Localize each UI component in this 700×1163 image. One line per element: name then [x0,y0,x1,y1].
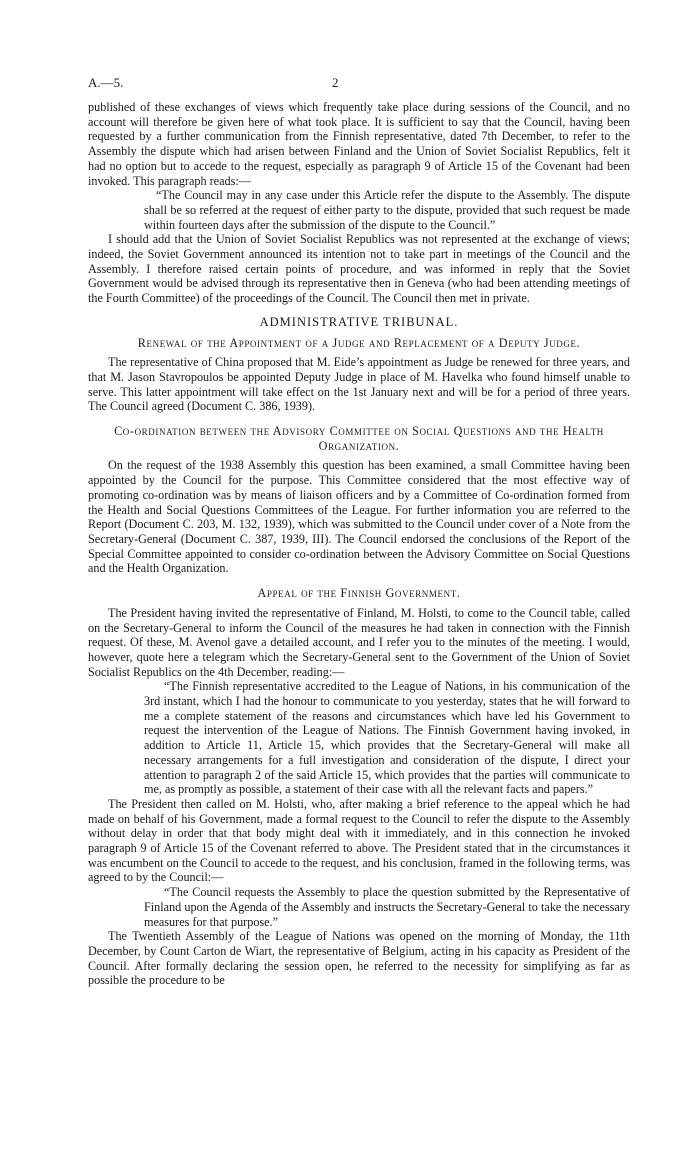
quote-article-15: “The Council may in any case under this Article refer the dispute to the Assembly. The dispute shall be so referred at the request of either party to the dispute, provided that such request be made within fourteen days after the submission of the dispute to the Council.” [144,188,630,232]
subhead-finnish-appeal: Appeal of the Finnish Government. [257,586,461,601]
paragraph-judge-renewal: The representative of China proposed that M. Eide’s appointment as Judge be renewed for three years, and that M. Jason Stavropoulos be appointed Deputy Judge in place of M. Havelka who found himself unable to serve. This latter appointment will take effect on the 1st January next and will be for a period of three years. The Council agreed (Document C. 386, 1939). [88,355,630,414]
paragraph-holsti-request: The President then called on M. Holsti, who, after making a brief reference to the appeal which he had made on behalf of his Government, made a formal request to the Council to refer the dispute to the Assembly without delay in order that that body might deal with it immediately, and in this connection he invoked paragraph 9 of Article 15 of the Covenant referred to above. The President stated that in the circumstances it was encumbent on the Council to accede to the request, and his conclusion, framed in the following terms, was agreed to by the Council:— [88,796,630,885]
quote-council-resolution: “The Council requests the Assembly to place the question submitted by the Representative of Finland upon the Agenda of the Assembly and instructs the Secretary-General to take the necessary measures for that purpose.” [144,885,630,929]
section-title-administrative-tribunal: ADMINISTRATIVE TRIBUNAL. [259,314,459,329]
subhead-judge-renewal: Renewal of the Appointment of a Judge and Replacement of a Deputy Judge. [137,335,581,350]
document-body [88,100,630,988]
page-number: 2 [332,75,339,90]
paragraph-soviet-absence: I should add that the Union of Soviet Socialist Republics was not represented at the exchange of views; indeed, the Soviet Government announced its intention not to take part in meetings of the Council and the Assembly. I therefore raised certain points of procedure, and was informed in reply that the Soviet Government would be advised through its representative then in Geneva (who had been attending meetings of the Fourth Committee) of the proceedings of the Council. The Council then met in private. [88,232,630,306]
document-reference: A.—5. [88,75,124,90]
paragraph-twentieth-assembly: The Twentieth Assembly of the League of Nations was opened on the morning of Monday, the 11th December, by Count Carton de Wiart, the representative of Belgium, acting in his capacity as President of the Council. After formally declaring the session open, he referred to the necessity for simplifying as far as possible the procedure to be [88,929,630,988]
page-header [88,76,628,94]
quote-secretary-general-telegram: “The Finnish representative accredited to the League of Nations, in his communication of the 3rd instant, which I had the honour to communicate to you yesterday, states that he will forward to me a complete statement of the reasons and circumstances which have led his Government to request the intervention of the League of Nations. The Finnish Government having invoked, in addition to Article 11, Article 15, which provides that the Secretary-General will make all necessary arrangements for a full investigation and consideration of the dispute, I direct your attention to paragraph 2 of the said Article 15, which provides that the parties will communicate to me, as promptly as possible, a statement of their case with all the relevant facts and papers.” [144,679,630,797]
paragraph-president-invitation: The President having invited the representative of Finland, M. Holsti, to come to the Council table, called on the Secretary-General to inform the Council of the measures he had taken in connection with the Finnish request. Of these, M. Avenol gave a detailed account, and I refer you to the minutes of the meeting. I would, however, quote here a telegram which the Secretary-General sent to the Government of the Union of Soviet Socialist Republics on the 4th December, reading:— [88,605,630,679]
paragraph-exchanges: published of these exchanges of views which frequently take place during sessions of the Council, and no account will therefore be given here of what took place. It is sufficient to say that the Council, having been requested by a further communication from the Finnish representative, dated 7th December, to refer to the Assembly the dispute which had arisen between Finland and the Union of Soviet Socialist Republics, felt it had no option but to accede to the request, especially as paragraph 9 of Article 15 of the Covenant had been invoked. This paragraph reads:— [88,100,630,188]
paragraph-coordination: On the request of the 1938 Assembly this question has been examined, a small Committee having been appointed by the Council for the purpose. This Committee considered that the most effective way of promoting co-ordination was by means of liaison officers and by a Committee of Co-ordination formed from the Health and Social Questions Committees of the League. For further information you are referred to the Report (Document C. 203, M. 132, 1939), which was submitted to the Council under cover of a Note from the Secretary-General (Document C. 387, 1939, III). The Council endorsed the conclusions of the Report of the Special Committee appointed to consider co-ordination between the Advisory Committee on Social Questions and the Health Organization. [88,458,630,576]
subhead-coordination: Co-ordination between the Advisory Committee on Social Questions and the Health Organization. [114,424,604,453]
